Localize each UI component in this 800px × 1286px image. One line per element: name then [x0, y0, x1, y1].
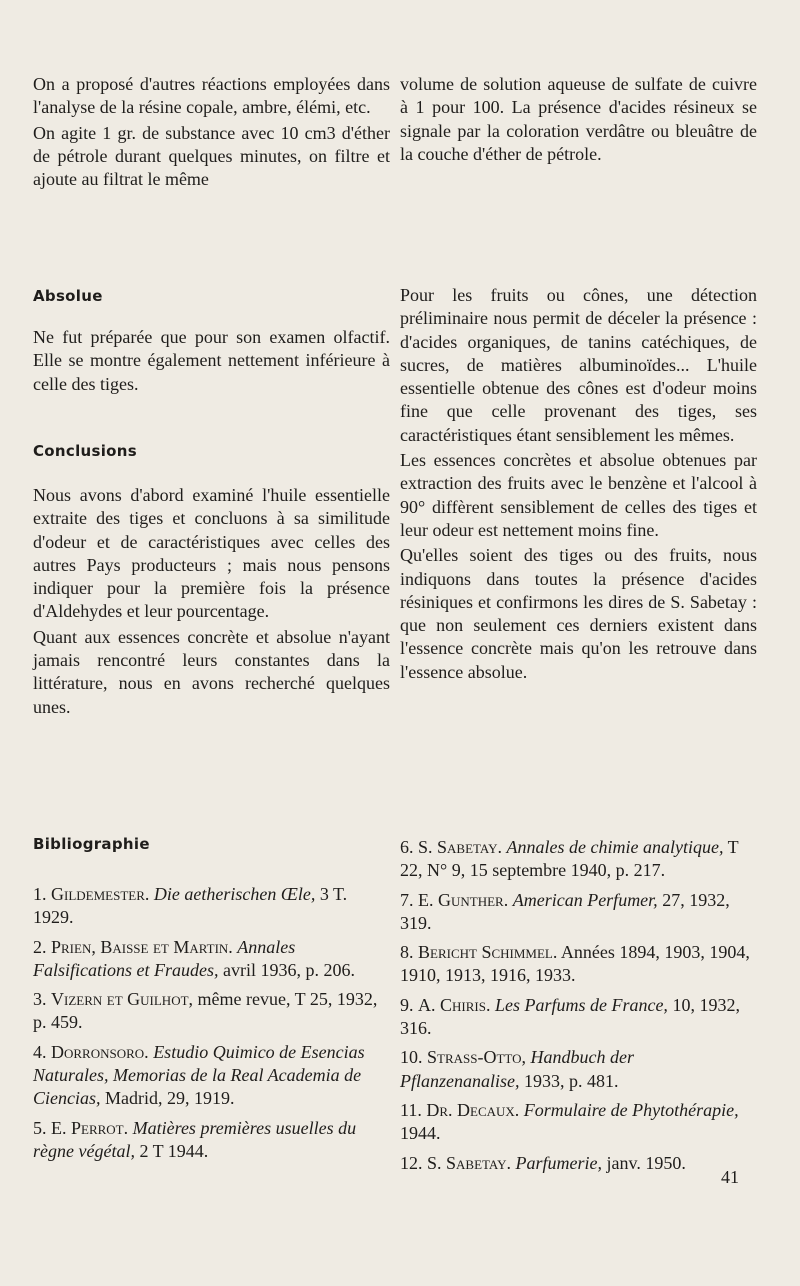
right-column-intro	[400, 73, 757, 168]
bibliography-entry: 3. Vizern et Guilhot, même revue, T 25, 1932, p. 459.	[33, 989, 378, 1033]
bibliography-entry: 8. Bericht Schimmel. Années 1894, 1903, 1904, 1910, 1913, 1916, 1933.	[400, 942, 750, 986]
left-column-intro	[33, 73, 390, 193]
page-number: 41	[721, 1167, 739, 1187]
paragraph: Les essences concrètes et absolue obtenues par extraction des fruits avec le benzène et l'alcool à 90° diffèrent sensiblement de celles des tiges et leur odeur est nettement moins fine.	[400, 450, 757, 540]
paragraph: Quant aux essences concrète et absolue n'ayant jamais rencontré leurs constantes dans la littérature, nous en avons recherché quelques unes.	[33, 626, 390, 717]
section-heading-bibliographie: Bibliographie	[33, 835, 150, 853]
bibliography-entry: 12. S. Sabetay. Parfumerie, janv. 1950.	[400, 1152, 686, 1173]
bibliography-left	[33, 883, 390, 1169]
section-heading-conclusions: Conclusions	[33, 442, 137, 460]
paragraph: On agite 1 gr. de substance avec 10 cm3 d'éther de pétrole durant quelques minutes, on filtre et ajoute au filtrat le même	[33, 122, 390, 190]
paragraph: Nous avons d'abord examiné l'huile essentielle extraite des tiges et concluons à sa similitude d'odeur et de caractéristiques avec celles des autres Pays producteurs ; mais nous pensons indiquer pour la première fois la présence d'Aldehydes et leur pourcentage.	[33, 485, 390, 622]
paragraph: Pour les fruits ou cônes, une détection préliminaire nous permit de déceler la présence : d'acides organiques, de tanins catéchiques, de sucres, de matières albuminoïdes... L'huile essentielle obtenue des cônes est d'odeur moins fine que celle provenant des tiges, ses caractéristiques étant sensiblement les mêmes.	[400, 285, 757, 445]
absolue-section	[33, 326, 390, 398]
conclusions-section	[33, 484, 390, 721]
bibliography-entry: 11. Dr. Decaux. Formulaire de Phytothérapie, 1944.	[400, 1099, 739, 1144]
bibliography-entry: 6. S. Sabetay. Annales de chimie analytique, T 22, N° 9, 15 septembre 1940, p. 217.	[400, 837, 739, 881]
bibliography-entry: 7. E. Gunther. American Perfumer, 27, 1932, 319.	[400, 889, 730, 933]
paragraph: volume de solution aqueuse de sulfate de cuivre à 1 pour 100. La présence d'acides résineux se signale par la coloration verdâtre ou bleuâtre de la couche d'éther de pétrole.	[400, 74, 757, 164]
paragraph: Qu'elles soient des tiges ou des fruits, nous indiquons dans toutes la présence d'acides résiniques et confirmons les dires de S. Sabetay : que non seulement ces derniers existent dans l'essence concrète mais qu'on les retrouve dans l'essence absolue.	[400, 545, 757, 682]
section-heading-absolue: Absolue	[33, 287, 103, 305]
bibliography-entry: 9. A. Chiris. Les Parfums de France, 10, 1932, 316.	[400, 994, 740, 1039]
paragraph: On a proposé d'autres réactions employées dans l'analyse de la résine copale, ambre, élémi, etc.	[33, 74, 390, 118]
bibliography-entry: 2. Prien, Baisse et Martin. Annales Falsifications et Fraudes, avril 1936, p. 206.	[33, 936, 355, 980]
bibliography-entry: 5. E. Perrot. Matières premières usuelles du règne végétal, 2 T 1944.	[33, 1117, 357, 1161]
bibliography-entry: 10. Strass-Otto, Handbuch der Pflanzenanalise, 1933, p. 481.	[400, 1047, 634, 1091]
bibliography-entry: 1. Gildemester. Die aetherischen Œle, 3 T. 1929.	[33, 884, 348, 928]
paragraph: Ne fut préparée que pour son examen olfactif. Elle se montre également nettement inférieure à celle des tiges.	[33, 327, 390, 394]
bibliography-entry: 4. Dorronsoro. Estudio Quimico de Esencias Naturales, Memorias de la Real Academia de Ciencias, Madrid, 29, 1919.	[33, 1041, 365, 1109]
right-column-body	[400, 284, 757, 686]
bibliography-right	[400, 836, 757, 1181]
